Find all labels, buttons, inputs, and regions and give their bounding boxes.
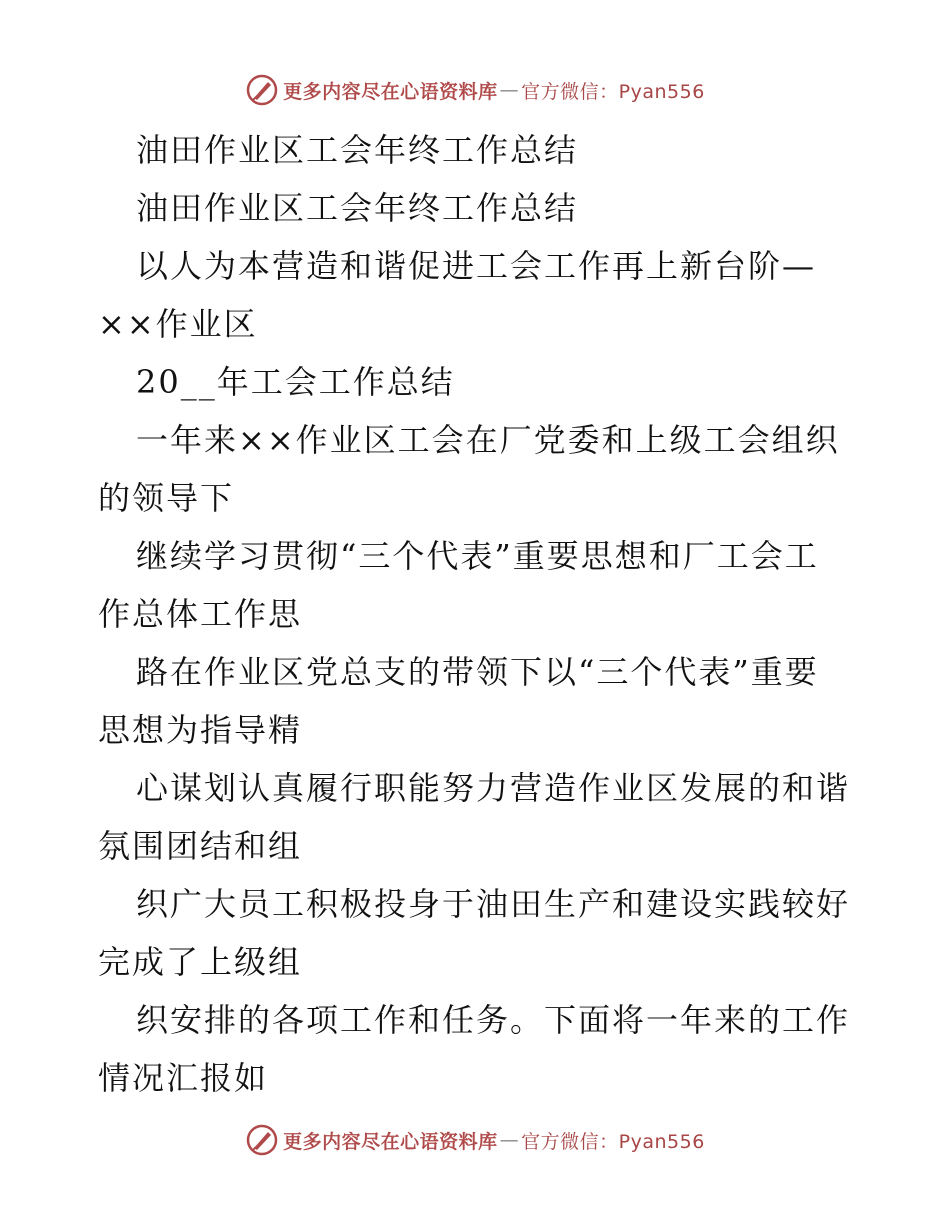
text-line: 思想为指导精 [98,711,303,749]
text-line: 以人为本营造和谐促进工会工作再上新台阶— [136,247,817,285]
watermark-sub-text: 官方微信：Pyan556 [521,80,705,103]
text-line: 织广大员工积极投身于油田生产和建设实践较好 [136,885,851,923]
text-line: 织安排的各项工作和任务。下面将一年来的工作 [136,1001,851,1039]
watermark-separator: — [499,1129,520,1151]
text-line: 情况汇报如 [98,1059,269,1097]
watermark-separator: — [499,79,520,101]
watermark-main-text: 更多内容尽在心语资料库 [283,80,498,103]
text-line: 氛围团结和组 [98,827,303,865]
text-line: 油田作业区工会年终工作总结 [136,131,579,169]
quill-logo-icon [245,1123,279,1157]
text-line: 继续学习贯彻“三个代表”重要思想和厂工会工 [136,537,819,575]
document-body [98,121,858,1107]
text-line: 作总体工作思 [98,595,303,633]
footer-watermark [0,1120,950,1160]
text-line: 完成了上级组 [98,943,303,981]
text-line: 路在作业区党总支的带领下以“三个代表”重要 [136,653,819,691]
watermark-main-text: 更多内容尽在心语资料库 [283,1130,498,1153]
text-line: 的领导下 [98,479,235,517]
text-line: 心谋划认真履行职能努力营造作业区发展的和谐 [136,769,851,807]
text-line: 20__年工会工作总结 [136,363,455,401]
text-line: ××作业区 [98,305,258,343]
quill-logo-icon [245,73,279,107]
text-line: 一年来××作业区工会在厂党委和上级工会组织 [136,421,840,459]
text-line: 油田作业区工会年终工作总结 [136,189,579,227]
header-watermark [0,70,950,110]
watermark-sub-text: 官方微信：Pyan556 [521,1130,705,1153]
